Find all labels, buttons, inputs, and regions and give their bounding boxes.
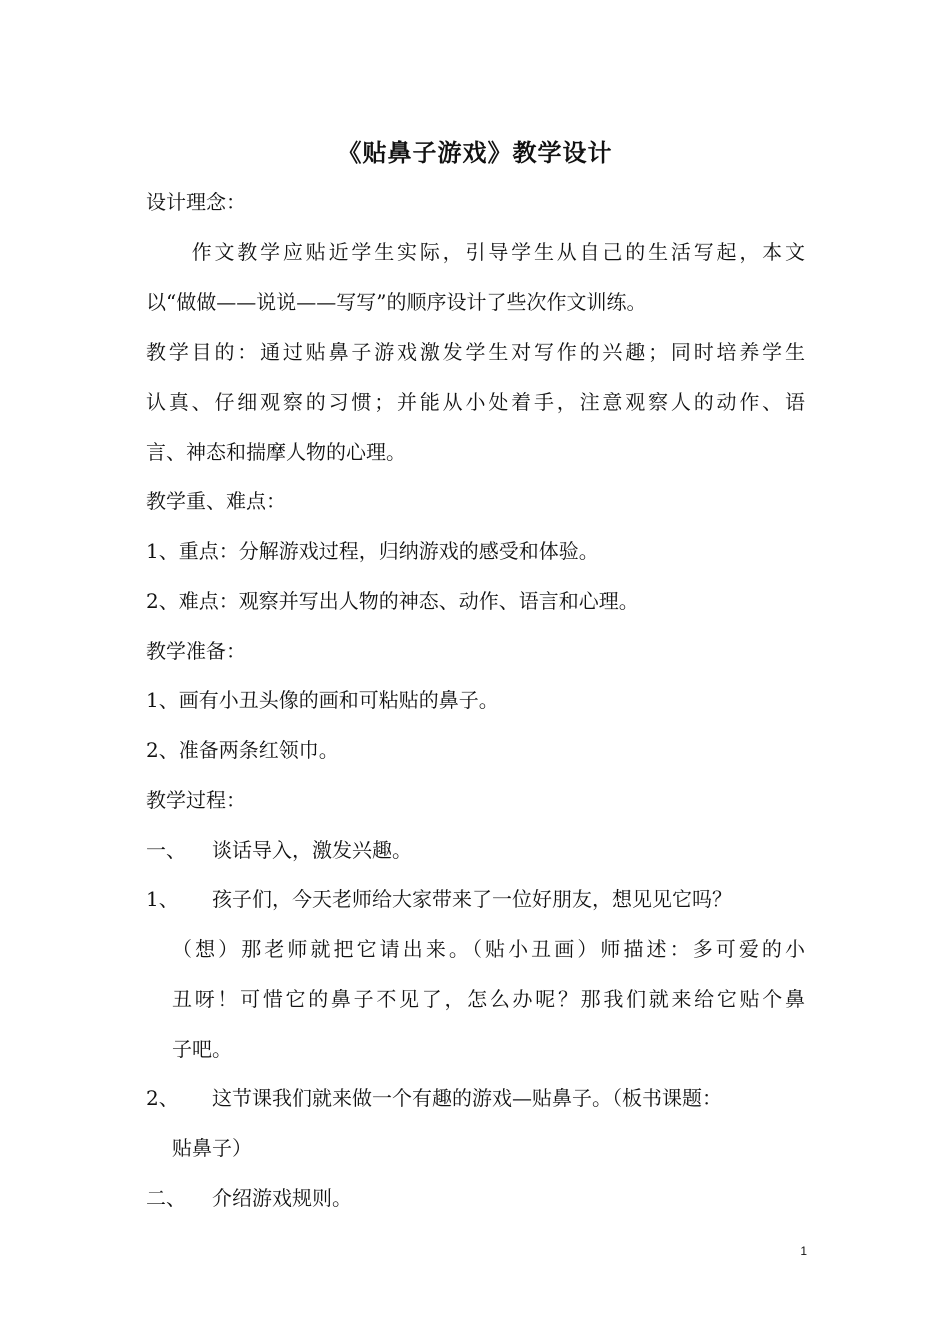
step-text: 这节课我们就来做一个有趣的游戏—贴鼻子。（板书课题： [212, 1086, 722, 1110]
step-continuation-line: 子吧。 [172, 1037, 232, 1061]
section-heading-preparation: 教学准备： [146, 639, 246, 663]
list-item: 2、准备两条红领巾。 [146, 738, 339, 762]
step-item [146, 883, 732, 915]
paragraph-line: 教学目的：通过贴鼻子游戏激发学生对写作的兴趣；同时培养学生 [146, 340, 805, 364]
step-item [146, 1082, 722, 1114]
step-continuation-line [172, 933, 805, 965]
section-heading-design-concept: 设计理念： [146, 190, 246, 214]
paragraph-line: 言、神态和揣摩人物的心理。 [146, 440, 406, 464]
list-item: 1、画有小丑头像的画和可粘贴的鼻子。 [146, 688, 499, 712]
step-number: 一、 [146, 838, 186, 862]
list-item: 1、重点：分解游戏过程，归纳游戏的感受和体验。 [146, 539, 599, 563]
paragraph-line: 以“做做——说说——写写”的顺序设计了些次作文训练。 [146, 290, 647, 314]
step-text: 谈话导入，激发兴趣。 [212, 838, 412, 862]
step-item [146, 1182, 352, 1214]
paragraph-line: 认真、仔细观察的习惯；并能从小处着手，注意观察人的动作、语 [146, 390, 805, 414]
step-continuation-text: （想）那老师就把它请出来。（贴小丑画）师描述：多可爱的小 [172, 937, 805, 961]
step-number: 二、 [146, 1186, 186, 1210]
step-item [146, 834, 412, 866]
document-title: 《贴鼻子游戏》教学设计 [337, 138, 613, 167]
step-number: 2、 [146, 1086, 179, 1110]
paragraph-line: 作文教学应贴近学生实际，引导学生从自己的生活写起，本文 [146, 240, 805, 264]
step-continuation-text: 丑呀！可惜它的鼻子不见了，怎么办呢？那我们就来给它贴个鼻 [172, 987, 805, 1011]
section-heading-process: 教学过程： [146, 788, 246, 812]
step-number: 1、 [146, 887, 179, 911]
page-number: 1 [800, 1244, 807, 1258]
list-item: 2、难点：观察并写出人物的神态、动作、语言和心理。 [146, 589, 639, 613]
step-text: 孩子们，今天老师给大家带来了一位好朋友，想见见它吗？ [212, 887, 732, 911]
step-continuation-line: 贴鼻子） [172, 1136, 252, 1160]
step-text: 介绍游戏规则。 [212, 1186, 352, 1210]
step-continuation-line [172, 983, 805, 1015]
section-heading-key-points: 教学重、难点： [146, 489, 286, 513]
